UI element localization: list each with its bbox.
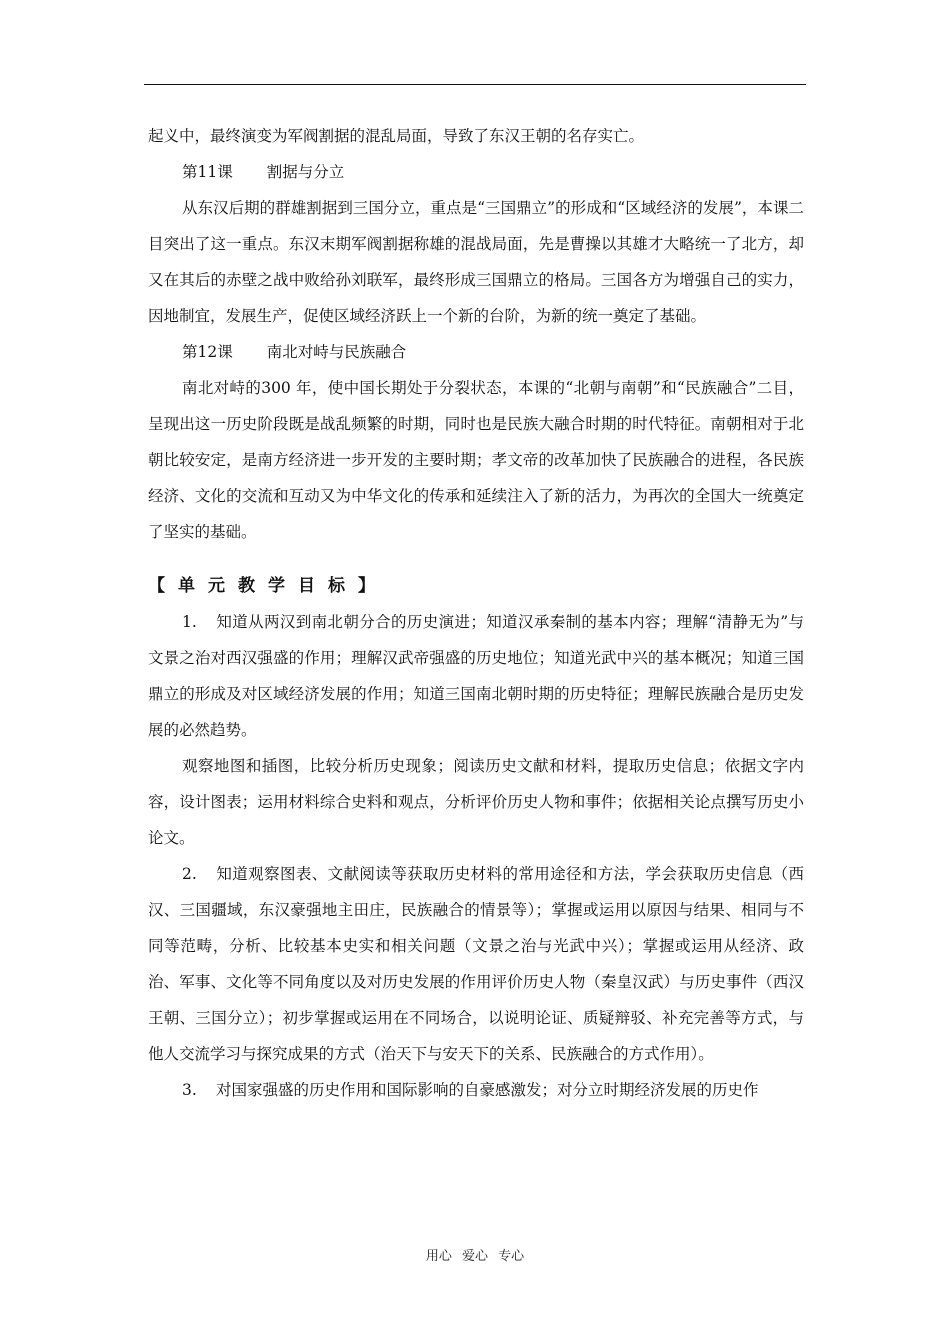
goal-2-number: 2. <box>182 865 197 883</box>
lesson-11-heading <box>148 154 804 190</box>
goal-3-number: 3. <box>182 1081 197 1099</box>
lesson-12-number: 第12课 <box>182 343 233 361</box>
goal-3-text: 对国家强盛的历史作用和国际影响的自豪感激发；对分立时期经济发展的历史作 <box>216 1081 759 1099</box>
continuation-paragraph: 起义中，最终演变为军阀割据的混乱局面，导致了东汉王朝的名存实亡。 <box>148 127 645 145</box>
observe-paragraph: 观察地图和插图，比较分析历史现象；阅读历史文献和材料，提取历史信息；依据文字内容，设计图表；运用材料综合史料和观点，分析评价历史人物和事件；依据相关论点撰写历史小论文。 <box>148 757 804 847</box>
page-footer: 用心 爱心 专心 <box>425 1249 525 1264</box>
goal-1-paragraph <box>148 604 804 748</box>
goal-3-paragraph <box>148 1072 804 1108</box>
lesson-11-number: 第11课 <box>182 163 233 181</box>
lesson-11-title: 割据与分立 <box>266 163 345 181</box>
document-body <box>148 118 804 1108</box>
goal-2-text: 知道观察图表、文献阅读等获取历史材料的常用途径和方法，学会获取历史信息（西汉、三国疆域，东汉豪强地主田庄，民族融合的情景等）；掌握或运用以原因与结果、相同与不同等范畴，分析、比较基本史实和相关问题（文景之治与光武中兴）；掌握或运用从经济、政治、军事、文化等不同角度以及对历史发展的作用评价历史人物（秦皇汉武）与历史事件（西汉王朝、三国分立）；初步掌握或运用在不同场合，以说明论证、质疑辩驳、补充完善等方式，与他人交流学习与探究成果的方式（治天下与安天下的关系、民族融合的方式作用）。 <box>148 865 804 1063</box>
goal-1-number: 1. <box>182 613 197 631</box>
section-heading-unit-goals: 【单元教学目标】 <box>148 576 388 596</box>
lesson-12-heading <box>148 334 804 370</box>
header-rule <box>144 84 806 85</box>
goal-2-paragraph <box>148 856 804 1072</box>
lesson-12-paragraph: 南北对峙的300 年，使中国长期处于分裂状态，本课的“北朝与南朝”和“民族融合”二目，呈现出这一历史阶段既是战乱频繁的时期，同时也是民族大融合时期的时代特征。南朝相对于北朝比较安定，是南方经济进一步开发的主要时期；孝文帝的改革加快了民族融合的进程，各民族经济、文化的交流和互动又为中华文化的传承和延续注入了新的活力，为再次的全国大一统奠定了坚实的基础。 <box>148 379 804 541</box>
goal-1-text: 知道从两汉到南北朝分合的历史演进；知道汉承秦制的基本内容；理解“清静无为”与文景之治对西汉强盛的作用；理解汉武帝强盛的历史地位；知道光武中兴的基本概况；知道三国鼎立的形成及对区域经济发展的作用；知道三国南北朝时期的历史特征；理解民族融合是历史发展的必然趋势。 <box>148 613 804 739</box>
lesson-11-paragraph: 从东汉后期的群雄割据到三国分立，重点是“三国鼎立”的形成和“区域经济的发展”，本课二目突出了这一重点。东汉末期军阀割据称雄的混战局面，先是曹操以其雄才大略统一了北方，却又在其后的赤壁之战中败给孙刘联军，最终形成三国鼎立的格局。三国各方为增强自己的实力，因地制宜，发展生产，促使区域经济跃上一个新的台阶，为新的统一奠定了基础。 <box>148 199 804 325</box>
lesson-12-title: 南北对峙与民族融合 <box>266 343 407 361</box>
